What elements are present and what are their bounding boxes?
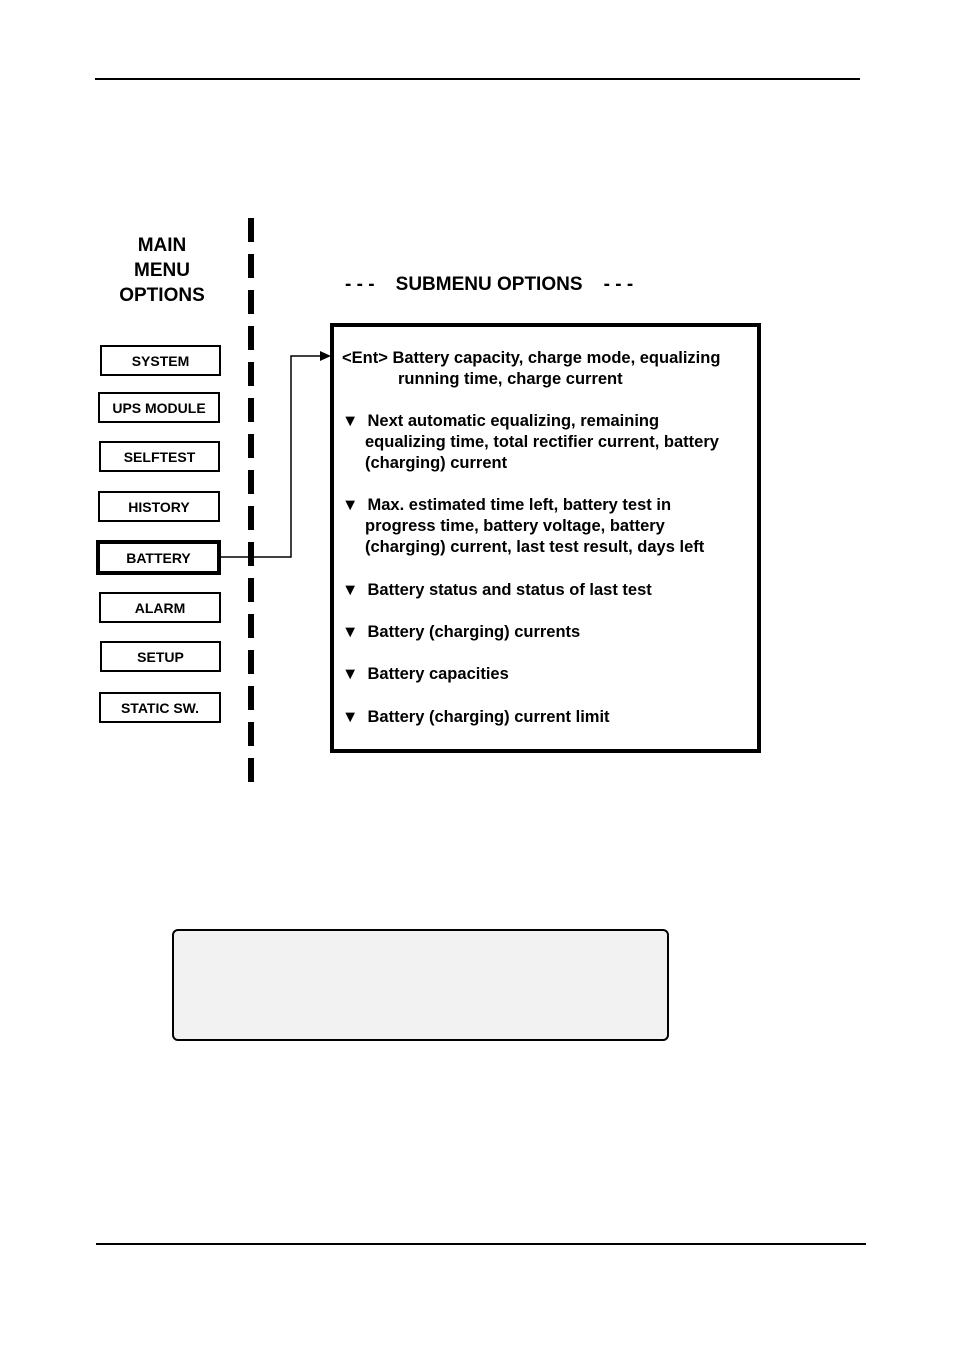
submenu-entry [342,664,754,685]
submenu-entry-line: Battery capacity, charge mode, equalizing [392,349,721,367]
submenu-title: - - - SUBMENU OPTIONS - - - [345,274,634,295]
submenu-entry [342,707,754,728]
submenu-entry [342,411,754,474]
down-arrow-icon: ▼ [342,412,359,430]
menu-button-label: SYSTEM [131,352,190,369]
menu-button-label: ALARM [134,599,186,616]
submenu-entry-line: running time, charge current [398,370,623,388]
down-arrow-icon: ▼ [342,665,359,683]
submenu-entry-line: equalizing time, total rectifier current, battery [365,433,719,451]
connector-line [221,356,322,557]
submenu-entry-line: Next automatic equalizing, remaining [367,412,660,430]
menu-button-label: HISTORY [128,498,190,515]
menu-button-label: UPS MODULE [112,399,206,416]
down-arrow-icon: ▼ [342,496,359,514]
submenu-entry-line: progress time, battery voltage, battery [365,517,665,535]
submenu-entry-line: (charging) current, last test result, days left [365,538,705,556]
enter-key-marker: <Ent> [342,349,388,367]
submenu-entry [342,580,754,601]
down-arrow-icon: ▼ [342,581,359,599]
down-arrow-icon: ▼ [342,623,359,641]
submenu-entry-line: (charging) current [365,454,508,472]
submenu-entry [342,622,754,643]
lcd-display [172,929,669,1041]
footer-rule [96,1243,866,1245]
main-menu-title-line: OPTIONS [119,285,205,306]
submenu-entry-line: Battery status and status of last test [367,581,652,599]
submenu-entry-line: Battery (charging) current limit [367,708,610,726]
submenu-entry-line: Battery capacities [367,665,509,683]
submenu-entry [342,495,754,558]
menu-button-label: SELFTEST [123,448,196,465]
main-menu-title-line: MENU [134,260,190,281]
submenu-entry [342,348,754,390]
submenu-entry-line: Max. estimated time left, battery test in [367,496,672,514]
main-menu-title-line: MAIN [137,235,187,256]
submenu-entry-line: Battery (charging) currents [367,623,581,641]
submenu-panel [330,323,761,753]
down-arrow-icon: ▼ [342,708,359,726]
menu-button-label: BATTERY [126,549,191,566]
menu-button-label: SETUP [137,648,184,665]
menu-button-label: STATIC SW. [120,699,200,716]
